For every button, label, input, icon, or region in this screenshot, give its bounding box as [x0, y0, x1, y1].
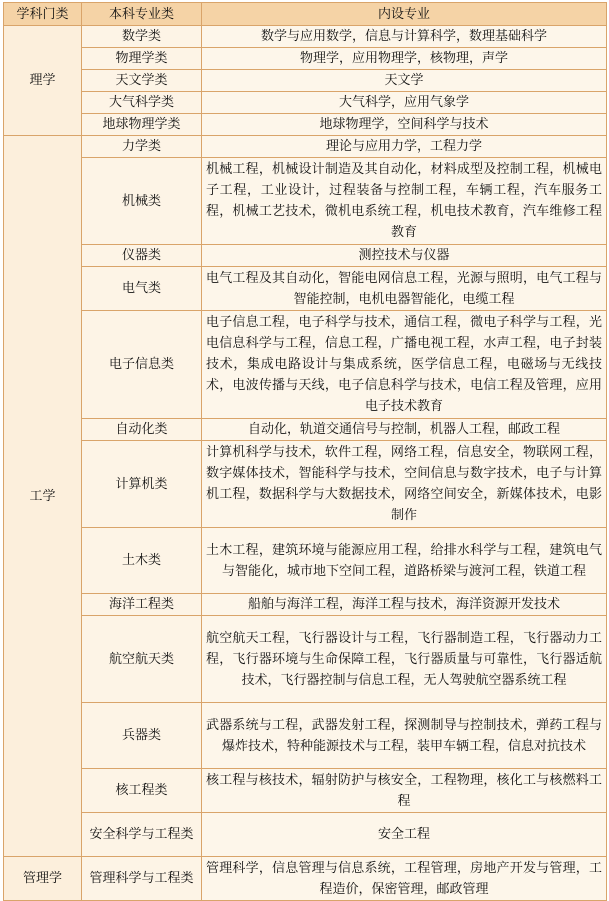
header-category: 本科专业类: [82, 3, 202, 26]
category-cell: 土木类: [82, 528, 202, 594]
majors-cell: 自动化，轨道交通信号与控制，机器人工程，邮政工程: [202, 419, 607, 441]
category-cell: 自动化类: [82, 419, 202, 441]
category-cell: 天文学类: [82, 70, 202, 92]
majors-cell: 船舶与海洋工程，海洋工程与技术，海洋资源开发技术: [202, 594, 607, 616]
majors-cell: 数学与应用数学，信息与计算科学，数理基础科学: [202, 26, 607, 48]
category-cell: 力学类: [82, 136, 202, 158]
table-row: [4, 419, 607, 441]
table-row: [4, 769, 607, 813]
discipline-cell: 工学: [4, 136, 82, 857]
table-row: [4, 813, 607, 857]
majors-cell: 理论与应用力学，工程力学: [202, 136, 607, 158]
majors-table: [3, 2, 607, 901]
table-row: [4, 70, 607, 92]
table-row: [4, 26, 607, 48]
majors-cell: 管理科学，信息管理与信息系统，工程管理，房地产开发与管理，工程造价，保密管理，邮政管理: [202, 857, 607, 901]
discipline-cell: 管理学: [4, 857, 82, 901]
category-cell: 电气类: [82, 267, 202, 311]
category-cell: 计算机类: [82, 441, 202, 528]
majors-cell: 大气科学，应用气象学: [202, 92, 607, 114]
category-cell: 管理科学与工程类: [82, 857, 202, 901]
majors-cell: 机械工程，机械设计制造及其自动化，材料成型及控制工程，机械电子工程，工业设计，过程装备与控制工程，车辆工程，汽车服务工程，机械工艺技术，微机电系统工程，机电技术教育，汽车维修工程教育: [202, 158, 607, 245]
discipline-cell: 理学: [4, 26, 82, 136]
category-cell: 物理学类: [82, 48, 202, 70]
category-cell: 电子信息类: [82, 311, 202, 419]
majors-cell: 武器系统与工程，武器发射工程，探测制导与控制技术，弹药工程与爆炸技术，特种能源技术与工程，装甲车辆工程，信息对抗技术: [202, 703, 607, 769]
majors-cell: 航空航天工程，飞行器设计与工程，飞行器制造工程，飞行器动力工程，飞行器环境与生命保障工程，飞行器质量与可靠性，飞行器适航技术，飞行器控制与信息工程，无人驾驶航空器系统工程: [202, 616, 607, 703]
majors-cell: 核工程与核技术，辐射防护与核安全，工程物理，核化工与核燃料工程: [202, 769, 607, 813]
table-row: [4, 267, 607, 311]
table-row: [4, 616, 607, 703]
majors-cell: 天文学: [202, 70, 607, 92]
majors-cell: 电气工程及其自动化，智能电网信息工程，光源与照明，电气工程与智能控制，电机电器智能化，电缆工程: [202, 267, 607, 311]
category-cell: 安全科学与工程类: [82, 813, 202, 857]
header-majors: 内设专业: [202, 3, 607, 26]
category-cell: 数学类: [82, 26, 202, 48]
table-row: [4, 311, 607, 419]
category-cell: 航空航天类: [82, 616, 202, 703]
table-row: [4, 92, 607, 114]
table-row: [4, 703, 607, 769]
majors-cell: 安全工程: [202, 813, 607, 857]
header-row: [4, 3, 607, 26]
category-cell: 地球物理学类: [82, 114, 202, 136]
table-row: [4, 114, 607, 136]
majors-cell: 地球物理学，空间科学与技术: [202, 114, 607, 136]
category-cell: 仪器类: [82, 245, 202, 267]
category-cell: 海洋工程类: [82, 594, 202, 616]
category-cell: 大气科学类: [82, 92, 202, 114]
header-discipline: 学科门类: [4, 3, 82, 26]
table-row: [4, 441, 607, 528]
category-cell: 兵器类: [82, 703, 202, 769]
majors-cell: 计算机科学与技术，软件工程，网络工程，信息安全，物联网工程，数字媒体技术，智能科学与技术，空间信息与数字技术，电子与计算机工程，数据科学与大数据技术，网络空间安全，新媒体技术，电影制作: [202, 441, 607, 528]
table-row: [4, 245, 607, 267]
table-row: [4, 594, 607, 616]
category-cell: 核工程类: [82, 769, 202, 813]
majors-cell: 物理学，应用物理学，核物理，声学: [202, 48, 607, 70]
majors-cell: 电子信息工程，电子科学与技术，通信工程，微电子科学与工程，光电信息科学与工程，信息工程，广播电视工程，水声工程，电子封装技术，集成电路设计与集成系统，医学信息工程，电磁场与无线技术，电波传播与天线，电子信息科学与技术，电信工程及管理，应用电子技术教育: [202, 311, 607, 419]
table-row: [4, 48, 607, 70]
majors-cell: 土木工程，建筑环境与能源应用工程，给排水科学与工程，建筑电气与智能化，城市地下空间工程，道路桥梁与渡河工程，铁道工程: [202, 528, 607, 594]
table-row: [4, 857, 607, 901]
table-row: [4, 528, 607, 594]
category-cell: 机械类: [82, 158, 202, 245]
majors-cell: 测控技术与仪器: [202, 245, 607, 267]
table-row: [4, 136, 607, 158]
table-row: [4, 158, 607, 245]
